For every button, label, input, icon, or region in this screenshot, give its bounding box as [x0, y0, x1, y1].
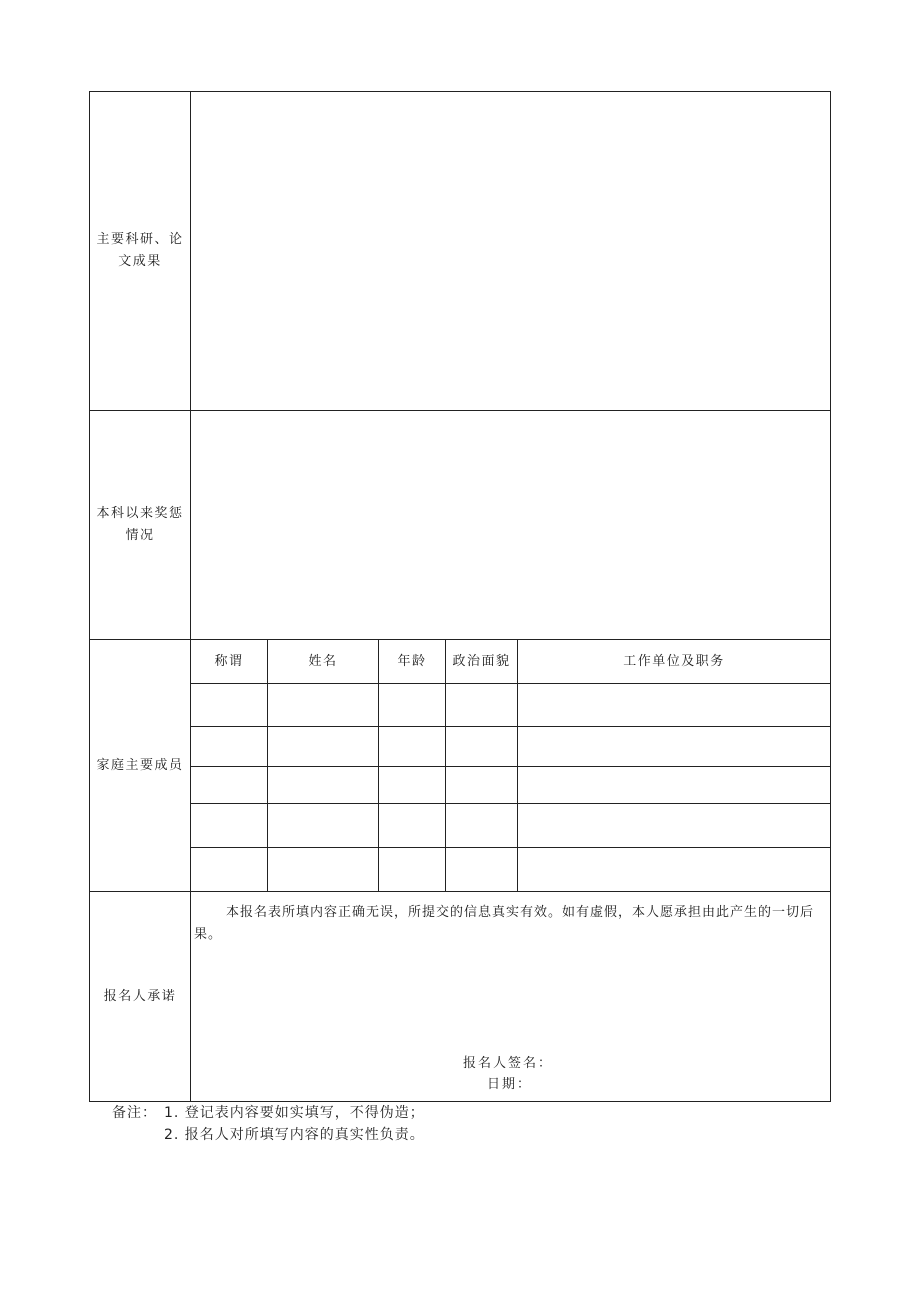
research-label: 主要科研、论 文成果 — [96, 232, 184, 269]
family-header-political-status: 政治面貌 — [452, 654, 511, 669]
awards-field[interactable] — [191, 411, 830, 639]
family-col-divider — [445, 639, 446, 891]
date-field[interactable] — [536, 1071, 736, 1091]
family-col-divider — [267, 639, 268, 891]
section-divider — [89, 891, 831, 892]
notes-prefix: 备注： — [112, 1105, 157, 1121]
research-field[interactable] — [191, 92, 830, 410]
family-row-divider — [190, 726, 831, 727]
notes — [112, 1102, 425, 1146]
signature-label: 报名人签名： — [463, 1056, 554, 1071]
family-header-title: 称谓 — [214, 654, 244, 669]
family-row-divider — [190, 683, 831, 684]
date-label: 日期： — [487, 1077, 533, 1092]
family-header-age: 年龄 — [397, 654, 427, 669]
family-row-divider — [190, 803, 831, 804]
note-item: 2. 报名人对所填写内容的真实性负责。 — [164, 1127, 425, 1143]
family-header-workplace: 工作单位及职务 — [623, 654, 725, 669]
pledge-text: 本报名表所填内容正确无误，所提交的信息真实有效。如有虚假，本人愿承担由此产生的一切后果。 — [194, 905, 815, 942]
pledge-label: 报名人承诺 — [103, 989, 177, 1004]
signature-field[interactable] — [560, 1050, 760, 1070]
family-label: 家庭主要成员 — [96, 758, 184, 773]
family-col-divider — [517, 639, 518, 891]
family-row-divider — [190, 847, 831, 848]
section-divider — [89, 639, 831, 640]
note-item: 1. 登记表内容要如实填写，不得伪造； — [164, 1105, 425, 1121]
awards-label: 本科以来奖惩 情况 — [96, 506, 184, 543]
family-row-divider — [190, 766, 831, 767]
family-header-name: 姓名 — [308, 654, 338, 669]
family-col-divider — [378, 639, 379, 891]
